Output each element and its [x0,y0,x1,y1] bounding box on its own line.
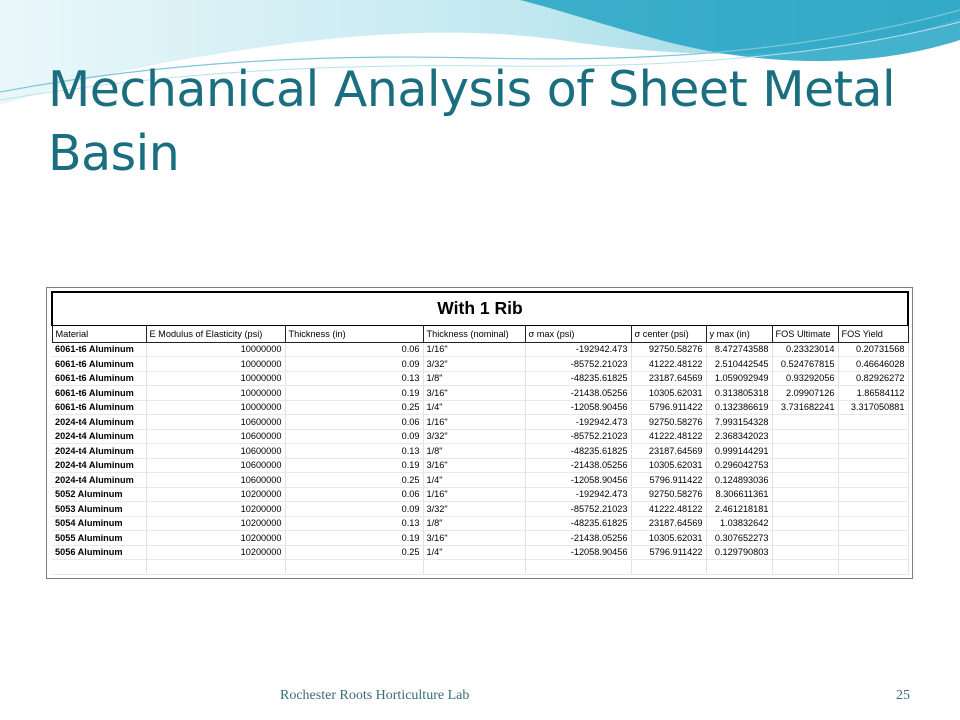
column-header: σ center (psi) [631,325,706,342]
table-cell: 0.20731568 [838,342,908,357]
table-cell: -21438.05256 [525,386,631,401]
table-cell: 10600000 [146,458,285,473]
table-cell: -85752.21023 [525,429,631,444]
table-cell: 10305.62031 [631,531,706,546]
table-cell: 0.13 [285,371,423,386]
table-cell [772,429,838,444]
column-header: Thickness (in) [285,325,423,342]
table-cell: 0.13 [285,444,423,459]
table-cell: 5796.911422 [631,545,706,560]
table-cell: 7.993154328 [706,415,772,430]
page-number: 25 [896,688,910,703]
table-cell: 3/16" [423,531,525,546]
table-cell: 0.132386619 [706,400,772,415]
table-row [52,400,908,415]
table-cell: 0.19 [285,458,423,473]
table-cell [838,429,908,444]
table-row [52,386,908,401]
table-cell [772,444,838,459]
table-cell [772,458,838,473]
footer-text: Rochester Roots Horticulture Lab [280,688,470,703]
table-cell: -192942.473 [525,342,631,357]
table-cell: 1/4" [423,473,525,488]
table-cell [838,545,908,560]
table-cell: 92750.58276 [631,342,706,357]
table-cell: 5055 Aluminum [52,531,146,546]
slide-title: Mechanical Analysis of Sheet Metal Basin [48,61,896,182]
table-cell: 5796.911422 [631,473,706,488]
table-row [52,487,908,502]
empty-cell [285,560,423,575]
table-cell: 0.93292056 [772,371,838,386]
table-row [52,458,908,473]
table-cell [838,458,908,473]
table-row [52,429,908,444]
table-cell: 0.296042753 [706,458,772,473]
empty-cell [838,560,908,575]
table-cell: -85752.21023 [525,357,631,372]
table-cell: 41222.48122 [631,502,706,517]
table-cell: 1/16" [423,415,525,430]
table-cell: 2.461218181 [706,502,772,517]
table-cell: 6061-t6 Aluminum [52,371,146,386]
table-cell: 2024-t4 Aluminum [52,473,146,488]
column-header: Thickness (nominal) [423,325,525,342]
table-cell: 23187.64569 [631,371,706,386]
table-cell: -21438.05256 [525,531,631,546]
table-cell: 41222.48122 [631,357,706,372]
empty-cell [631,560,706,575]
table-cell: 0.524767815 [772,357,838,372]
table-cell [772,516,838,531]
table-cell: 6061-t6 Aluminum [52,342,146,357]
table-cell: 41222.48122 [631,429,706,444]
table-cell: 10600000 [146,473,285,488]
empty-cell [772,560,838,575]
spreadsheet-image [46,287,913,579]
table-cell: 0.19 [285,531,423,546]
table-cell: 3/16" [423,386,525,401]
table-cell: 3.731682241 [772,400,838,415]
table-cell: 1/8" [423,516,525,531]
table-cell: -192942.473 [525,487,631,502]
empty-cell [52,560,146,575]
table-cell: -85752.21023 [525,502,631,517]
table-cell: 10600000 [146,415,285,430]
table-cell: 92750.58276 [631,487,706,502]
table-cell: 0.13 [285,516,423,531]
column-header: y max (in) [706,325,772,342]
table-cell: 5052 Aluminum [52,487,146,502]
table-cell: 0.06 [285,487,423,502]
table-cell: -12058.90456 [525,473,631,488]
table-row [52,545,908,560]
table-cell: 8.306611361 [706,487,772,502]
table-cell: 3/16" [423,458,525,473]
empty-cell [706,560,772,575]
table-row [52,444,908,459]
table-cell: 23187.64569 [631,516,706,531]
table-cell: 0.82926272 [838,371,908,386]
table-header-row [52,325,908,342]
table-cell [838,444,908,459]
table-cell: 2024-t4 Aluminum [52,429,146,444]
table-row [52,502,908,517]
table-cell: 1/16" [423,487,525,502]
table-cell: 10200000 [146,545,285,560]
table-cell: 5056 Aluminum [52,545,146,560]
table-cell: 6061-t6 Aluminum [52,400,146,415]
table-row [52,531,908,546]
table-cell [772,487,838,502]
column-header: E Modulus of Elasticity (psi) [146,325,285,342]
table-cell: 0.19 [285,386,423,401]
table-cell: -192942.473 [525,415,631,430]
table-cell [772,545,838,560]
table-cell [838,531,908,546]
table-cell: 0.09 [285,357,423,372]
table-cell: 10200000 [146,531,285,546]
table-cell: 0.307652273 [706,531,772,546]
table-cell: 2.510442545 [706,357,772,372]
table-cell [838,473,908,488]
table-cell: -48235.61825 [525,516,631,531]
table-cell: 5053 Aluminum [52,502,146,517]
table-cell: 2.368342023 [706,429,772,444]
table-cell: 10200000 [146,502,285,517]
table-cell: 0.23323014 [772,342,838,357]
table-cell: 1.03832642 [706,516,772,531]
table-cell: 2024-t4 Aluminum [52,415,146,430]
table-cell: 10600000 [146,429,285,444]
table-cell: 10305.62031 [631,386,706,401]
table-cell: 10000000 [146,371,285,386]
table-cell [838,487,908,502]
table-cell: 1/4" [423,400,525,415]
table-cell: 6061-t6 Aluminum [52,357,146,372]
table-cell: 10200000 [146,516,285,531]
table-cell: 0.09 [285,429,423,444]
table-cell: 3.317050881 [838,400,908,415]
table-cell [772,531,838,546]
table-cell: -12058.90456 [525,400,631,415]
table-cell: 1.86584112 [838,386,908,401]
column-header: FOS Yield [838,325,908,342]
table-cell: 0.06 [285,342,423,357]
table-row [52,371,908,386]
table-cell: 1/8" [423,444,525,459]
table-cell [772,473,838,488]
table-cell: 6061-t6 Aluminum [52,386,146,401]
table-cell: 1/16" [423,342,525,357]
table-cell: 1/4" [423,545,525,560]
data-table [51,291,909,575]
table-cell: 10200000 [146,487,285,502]
table-cell: 0.25 [285,400,423,415]
table-cell: -21438.05256 [525,458,631,473]
table-cell: 0.129790803 [706,545,772,560]
table-cell [838,516,908,531]
table-cell: -48235.61825 [525,371,631,386]
table-cell: 2024-t4 Aluminum [52,444,146,459]
table-cell: 3/32" [423,429,525,444]
table-cell: 10600000 [146,444,285,459]
table-cell: 2.09907126 [772,386,838,401]
table-cell: 10305.62031 [631,458,706,473]
column-header: Material [52,325,146,342]
table-cell: 0.124893036 [706,473,772,488]
table-row [52,415,908,430]
table-cell: -12058.90456 [525,545,631,560]
table-cell: 10000000 [146,342,285,357]
table-cell: 1.059092949 [706,371,772,386]
table-cell: 0.25 [285,473,423,488]
table-row [52,516,908,531]
table-cell: 0.999144291 [706,444,772,459]
table-cell: 3/32" [423,357,525,372]
table-row [52,357,908,372]
table-cell [838,502,908,517]
column-header: σ max (psi) [525,325,631,342]
empty-cell [423,560,525,575]
table-cell [772,502,838,517]
table-cell: 2024-t4 Aluminum [52,458,146,473]
empty-cell [146,560,285,575]
table-cell: 5054 Aluminum [52,516,146,531]
table-cell: 0.313805318 [706,386,772,401]
table-cell: 10000000 [146,386,285,401]
table-cell: 23187.64569 [631,444,706,459]
table-cell: 92750.58276 [631,415,706,430]
table-row [52,473,908,488]
table-cell: 1/8" [423,371,525,386]
table-cell: -48235.61825 [525,444,631,459]
table-cell: 5796.911422 [631,400,706,415]
table-caption: With 1 Rib [52,292,908,325]
table-cell: 0.09 [285,502,423,517]
empty-cell [525,560,631,575]
table-cell: 0.25 [285,545,423,560]
table-cell [772,415,838,430]
table-caption-row [52,292,908,325]
table-cell [838,415,908,430]
table-row [52,342,908,357]
table-cell: 3/32" [423,502,525,517]
table-cell: 0.06 [285,415,423,430]
table-cell: 8.472743588 [706,342,772,357]
table-cell: 10000000 [146,400,285,415]
table-cell: 10000000 [146,357,285,372]
table-cell: 0.46646028 [838,357,908,372]
empty-row [52,560,908,575]
column-header: FOS Ultimate [772,325,838,342]
